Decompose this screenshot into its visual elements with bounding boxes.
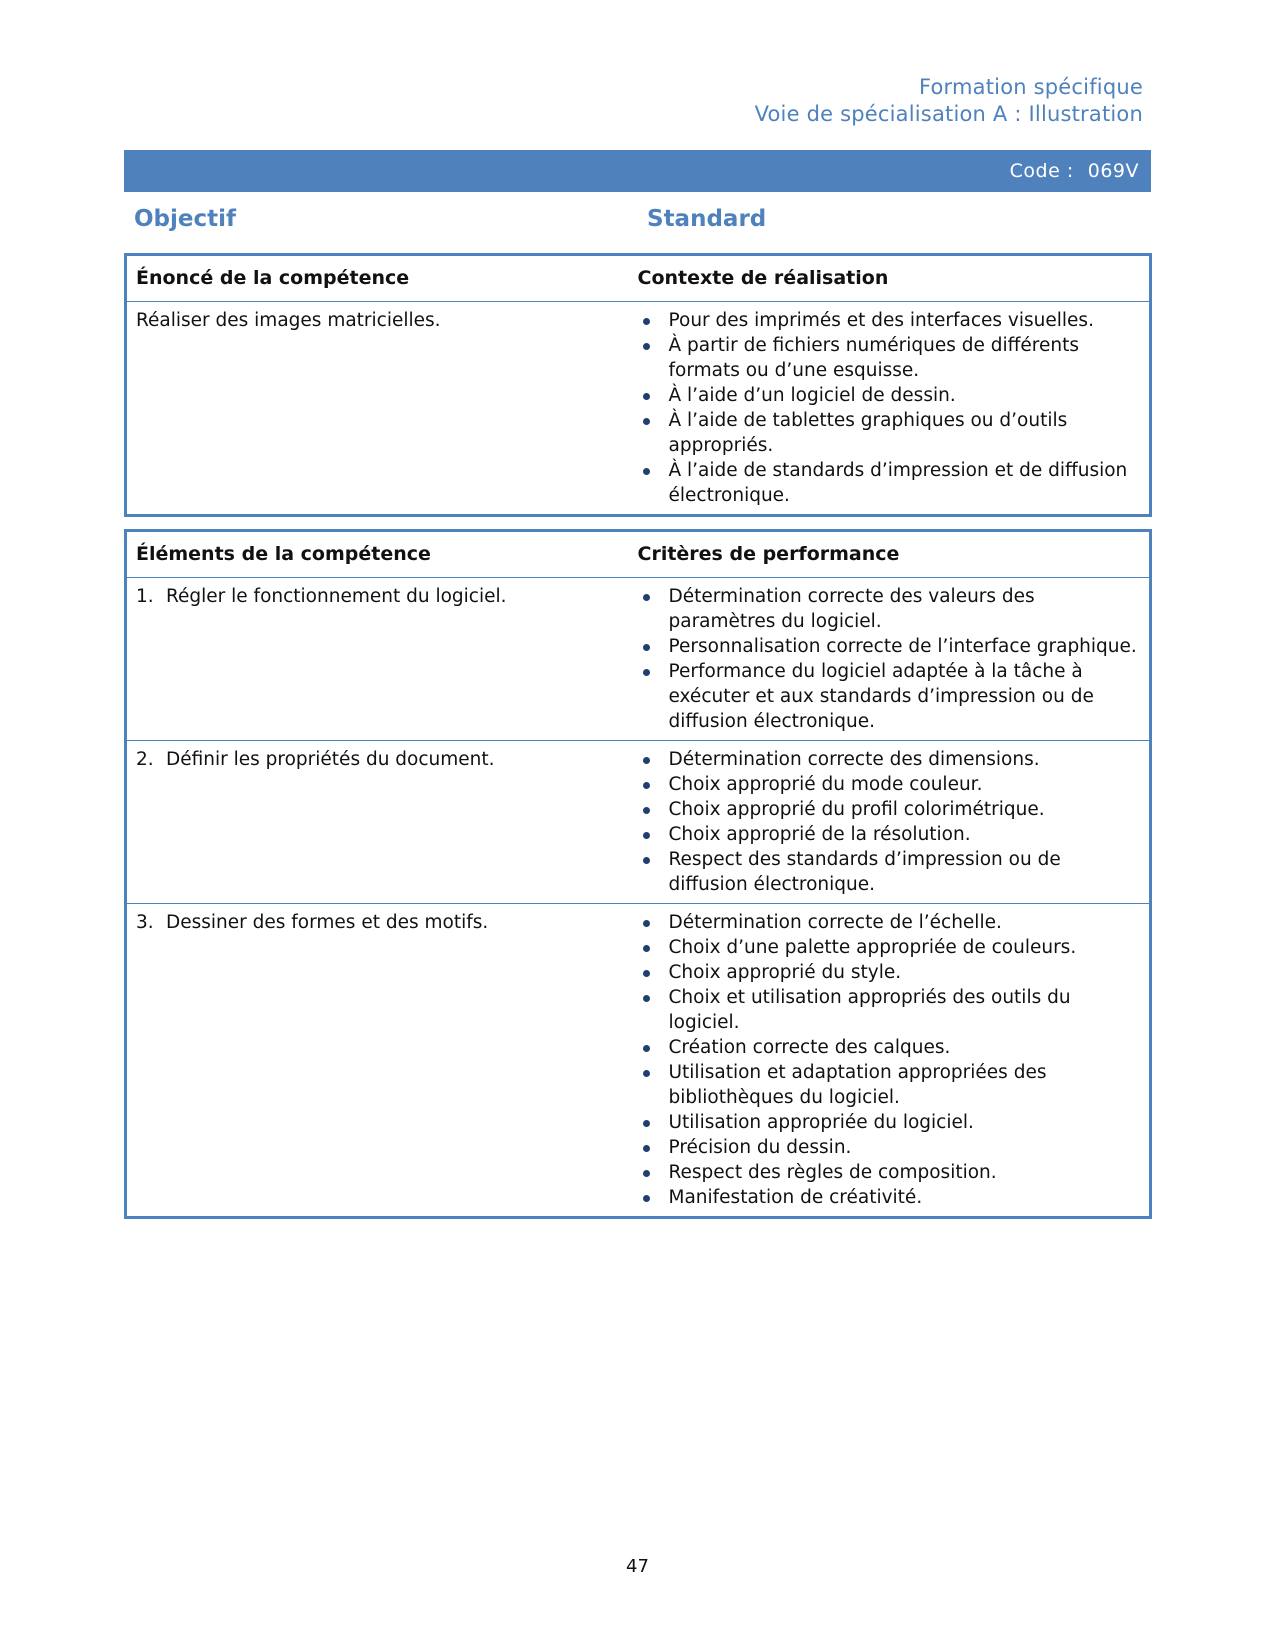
element-number: 3. [136, 912, 154, 933]
list-item: Détermination correcte de l’échelle. [639, 910, 1140, 935]
table-row [126, 904, 1151, 1218]
element-text: Régler le fonctionnement du logiciel. [166, 586, 507, 607]
code-label: Code : [1009, 160, 1074, 182]
element-cell [126, 904, 629, 1218]
list-item: Précision du dessin. [639, 1135, 1140, 1160]
list-item: À l’aide de standards d’impression et de diffusion électronique. [639, 458, 1140, 508]
specialisation-title: Voie de spécialisation A : Illustration [754, 102, 1143, 126]
list-item: Choix et utilisation appropriés des outils du logiciel. [639, 985, 1140, 1035]
section-title-objectif: Objectif [134, 206, 237, 232]
criteres-cell [629, 904, 1151, 1218]
column-header-enonce: Énoncé de la compétence [126, 255, 629, 302]
list-item: Personnalisation correcte de l’interface graphique. [639, 634, 1140, 659]
code-bar [124, 150, 1151, 192]
code-value: 069V [1087, 160, 1139, 182]
table-row [126, 578, 1151, 741]
criteres-cell [629, 741, 1151, 904]
page-header [755, 74, 1143, 128]
list-item: Choix d’une palette appropriée de couleurs. [639, 935, 1140, 960]
list-item: À l’aide de tablettes graphiques ou d’outils appropriés. [639, 408, 1140, 458]
criteres-list [639, 910, 1140, 1210]
element-number: 1. [136, 586, 154, 607]
list-item: Détermination correcte des valeurs des paramètres du logiciel. [639, 584, 1140, 634]
criteres-cell [629, 578, 1151, 741]
element-text: Dessiner des formes et des motifs. [166, 912, 489, 933]
list-item: À l’aide d’un logiciel de dessin. [639, 383, 1140, 408]
competence-elements-table [124, 529, 1152, 1219]
element-number: 2. [136, 749, 154, 770]
contexte-list [639, 308, 1140, 508]
contexte-cell [629, 302, 1151, 516]
column-header-contexte: Contexte de réalisation [629, 255, 1151, 302]
list-item: Respect des standards d’impression ou de diffusion électronique. [639, 847, 1140, 897]
competence-statement-table [124, 253, 1152, 517]
list-item: Manifestation de créativité. [639, 1185, 1140, 1210]
table-row [126, 302, 1151, 516]
list-item: Utilisation appropriée du logiciel. [639, 1110, 1140, 1135]
column-header-elements: Éléments de la compétence [126, 531, 629, 578]
table-row [126, 741, 1151, 904]
table-header-row [126, 531, 1151, 578]
list-item: Création correcte des calques. [639, 1035, 1140, 1060]
list-item: Pour des imprimés et des interfaces visuelles. [639, 308, 1140, 333]
list-item: À partir de fichiers numériques de différents formats ou d’une esquisse. [639, 333, 1140, 383]
list-item: Utilisation et adaptation appropriées des bibliothèques du logiciel. [639, 1060, 1140, 1110]
element-cell [126, 578, 629, 741]
element-text: Définir les propriétés du document. [166, 749, 495, 770]
list-item: Choix approprié de la résolution. [639, 822, 1140, 847]
column-header-criteres: Critères de performance [629, 531, 1151, 578]
list-item: Choix approprié du profil colorimétrique. [639, 797, 1140, 822]
criteres-list [639, 747, 1140, 897]
table-header-row [126, 255, 1151, 302]
list-item: Détermination correcte des dimensions. [639, 747, 1140, 772]
enonce-cell: Réaliser des images matricielles. [126, 302, 629, 516]
list-item: Respect des règles de composition. [639, 1160, 1140, 1185]
list-item: Performance du logiciel adaptée à la tâche à exécuter et aux standards d’impression ou de diffusion électronique. [639, 659, 1140, 734]
page-number: 47 [626, 1556, 649, 1577]
section-title-standard: Standard [647, 206, 767, 232]
list-item: Choix approprié du style. [639, 960, 1140, 985]
list-item: Choix approprié du mode couleur. [639, 772, 1140, 797]
criteres-list [639, 584, 1140, 734]
program-title: Formation spécifique [918, 75, 1143, 99]
element-cell [126, 741, 629, 904]
